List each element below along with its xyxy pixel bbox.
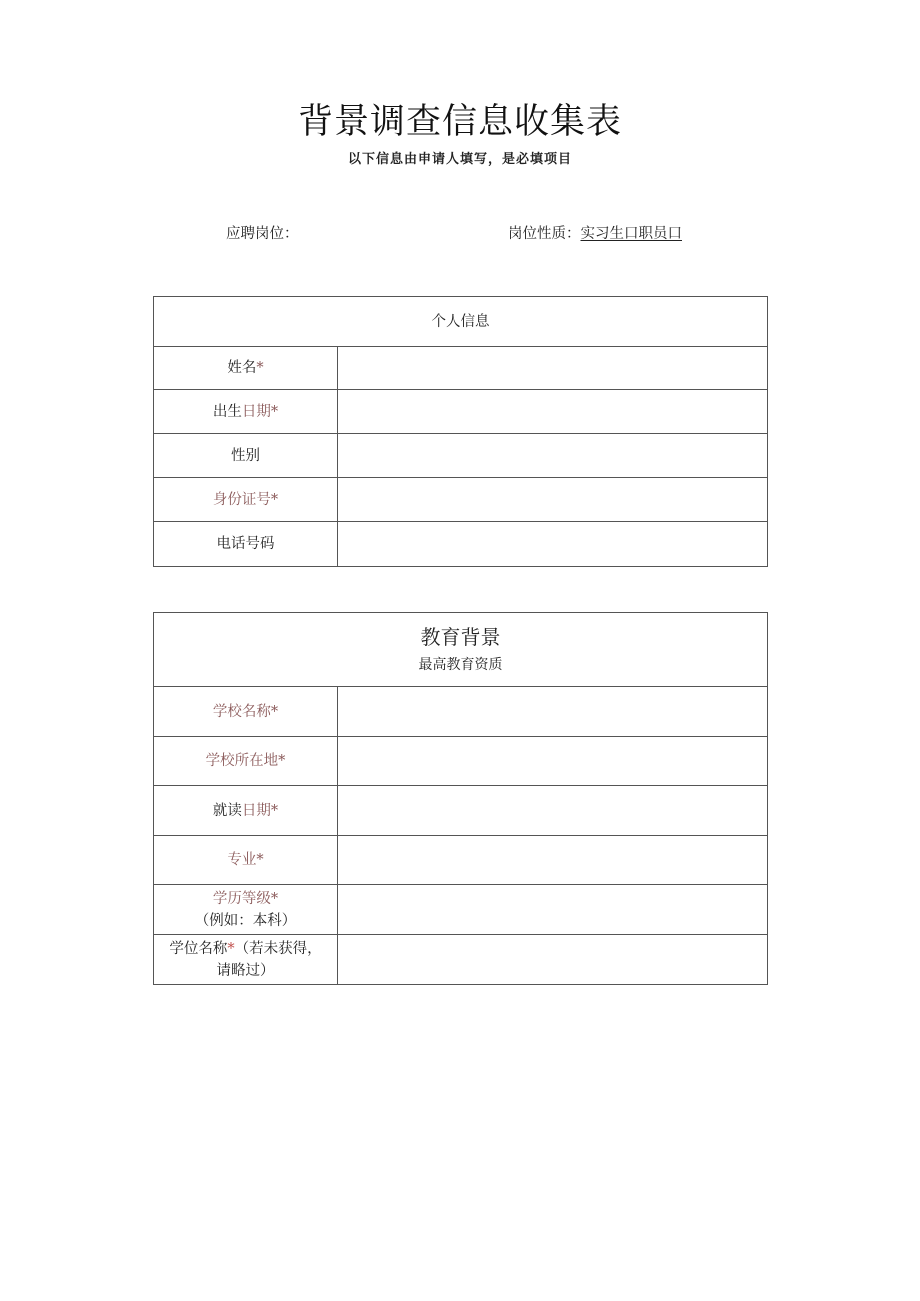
position-nature-options[interactable]: 实习生口职员口 bbox=[580, 226, 682, 242]
degree-level-label: 学历等级* （例如：本科） bbox=[154, 885, 338, 935]
major-input-cell[interactable] bbox=[338, 836, 768, 885]
school-name-input-cell[interactable] bbox=[338, 687, 768, 737]
form-row-birthdate bbox=[154, 390, 768, 434]
gender-input-cell[interactable] bbox=[338, 434, 768, 478]
birthdate-label: 出生日期* bbox=[154, 390, 338, 434]
study-dates-input-cell[interactable] bbox=[338, 786, 768, 836]
phone-label: 电话号码 bbox=[154, 522, 338, 567]
required-mark: * bbox=[227, 940, 235, 957]
study-dates-label: 就读日期* bbox=[154, 786, 338, 836]
degree-level-note: （例如：本科） bbox=[194, 912, 297, 929]
personal-info-heading: 个人信息 bbox=[154, 297, 768, 347]
required-mark: * bbox=[270, 802, 279, 819]
form-row-degree-name bbox=[154, 935, 768, 985]
position-nature-label: 岗位性质： bbox=[508, 226, 581, 242]
required-mark: * bbox=[270, 403, 279, 420]
document-title: 背景调查信息收集表 bbox=[297, 102, 622, 142]
form-row-gender bbox=[154, 434, 768, 478]
degree-name-note: 请略过） bbox=[216, 962, 275, 979]
id-number-input-cell[interactable] bbox=[338, 478, 768, 522]
required-mark: * bbox=[278, 753, 286, 769]
major-label: 专业* bbox=[154, 836, 338, 885]
phone-input-cell[interactable] bbox=[338, 522, 768, 567]
personal-info-table bbox=[153, 296, 768, 567]
degree-level-input-cell[interactable] bbox=[338, 885, 768, 935]
required-mark: * bbox=[270, 703, 279, 720]
form-row-id-number bbox=[154, 478, 768, 522]
education-heading-cell bbox=[154, 613, 768, 687]
degree-name-label: 学位名称*（若未获得， 请略过） bbox=[154, 935, 338, 985]
document-subtitle: 以下信息由申请人填写，是必填项目 bbox=[347, 152, 572, 167]
degree-name-input-cell[interactable] bbox=[338, 935, 768, 985]
name-input-cell[interactable] bbox=[338, 347, 768, 390]
required-mark: * bbox=[256, 360, 264, 376]
form-row-phone bbox=[154, 522, 768, 567]
school-location-input-cell[interactable] bbox=[338, 737, 768, 786]
form-row-study-dates bbox=[154, 786, 768, 836]
position-label: 应聘岗位： bbox=[226, 226, 299, 242]
gender-label: 性别 bbox=[154, 434, 338, 478]
form-row-school-name bbox=[154, 687, 768, 737]
school-name-label: 学校名称* bbox=[154, 687, 338, 737]
education-table bbox=[153, 612, 768, 985]
position-nature-field[interactable] bbox=[508, 224, 682, 244]
form-row-major bbox=[154, 836, 768, 885]
id-number-label: 身份证号* bbox=[154, 478, 338, 522]
school-location-label: 学校所在地* bbox=[154, 737, 338, 786]
position-field[interactable] bbox=[226, 224, 299, 244]
required-mark: * bbox=[256, 852, 264, 868]
required-mark: * bbox=[270, 890, 279, 907]
name-label: 姓名* bbox=[154, 347, 338, 390]
form-row-school-location bbox=[154, 737, 768, 786]
required-mark: * bbox=[270, 491, 279, 508]
education-heading: 教育背景 bbox=[420, 625, 501, 649]
form-row-name bbox=[154, 347, 768, 390]
birthdate-input-cell[interactable] bbox=[338, 390, 768, 434]
education-subheading: 最高教育资质 bbox=[418, 657, 503, 673]
form-row-degree-level bbox=[154, 885, 768, 935]
